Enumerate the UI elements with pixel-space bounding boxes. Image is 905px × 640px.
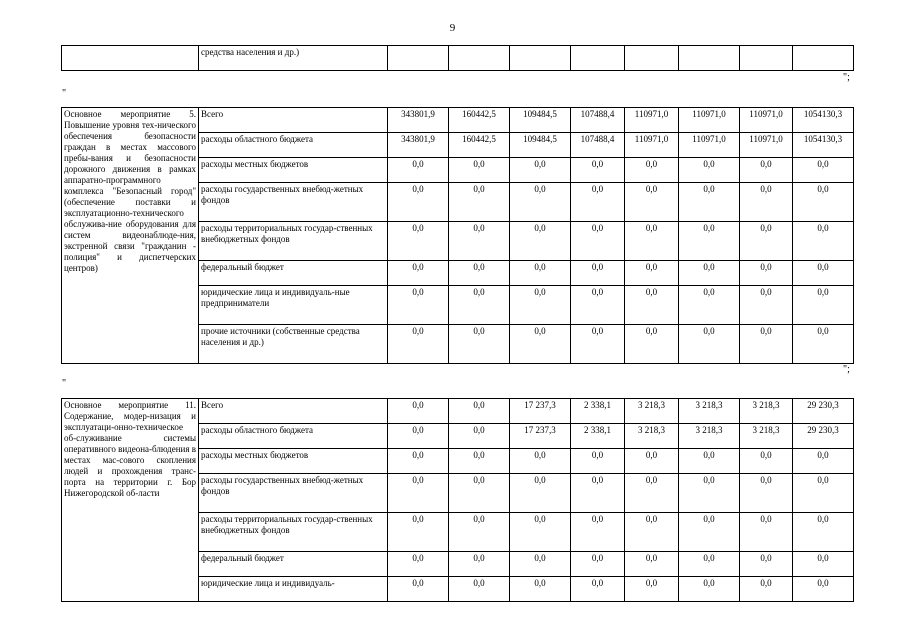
amount-cell: 0,0 — [510, 552, 571, 577]
amount-cell: 0,0 — [449, 183, 510, 222]
amount-cell: 0,0 — [625, 183, 679, 222]
amount-cell: 0,0 — [510, 183, 571, 222]
amount-cell: 0,0 — [740, 325, 793, 364]
amount-cell: 0,0 — [449, 577, 510, 602]
amount-cell: 109484,5 — [510, 133, 571, 158]
amount-cell: 0,0 — [625, 552, 679, 577]
amount-cell: 0,0 — [388, 474, 449, 513]
funding-source-label: юридические лица и индивидуаль- — [199, 577, 388, 602]
amount-cell: 0,0 — [449, 222, 510, 261]
funding-source-label: расходы территориальных государ-ственных внебюджетных фондов — [199, 513, 388, 552]
amount-cell: 0,0 — [679, 474, 740, 513]
amount-cell: 2 338,1 — [571, 399, 625, 424]
amount-cell: 110971,0 — [679, 108, 740, 133]
amount-cell: 0,0 — [793, 222, 854, 261]
amount-cell: 0,0 — [571, 222, 625, 261]
top-row-label: средства населения и др.) — [199, 46, 388, 71]
funding-source-label: юридические лица и индивидуаль-ные предприниматели — [199, 286, 388, 325]
amount-cell: 0,0 — [793, 552, 854, 577]
amount-cell: 109484,5 — [510, 108, 571, 133]
amount-cell: 0,0 — [388, 577, 449, 602]
amount-cell: 0,0 — [625, 158, 679, 183]
amount-cell: 0,0 — [388, 325, 449, 364]
amount-cell: 110971,0 — [625, 133, 679, 158]
amount-cell: 110971,0 — [740, 108, 793, 133]
amount-cell: 0,0 — [449, 261, 510, 286]
amount-cell: 0,0 — [510, 577, 571, 602]
amount-cell: 3 218,3 — [679, 424, 740, 449]
amount-cell: 0,0 — [571, 449, 625, 474]
amount-cell: 0,0 — [388, 286, 449, 325]
section-2-open-mark: " — [62, 378, 67, 389]
table-row — [62, 108, 854, 133]
funding-source-label: Всего — [199, 399, 388, 424]
amount-cell: 0,0 — [571, 183, 625, 222]
amount-cell: 0,0 — [388, 261, 449, 286]
funding-source-label: Всего — [199, 108, 388, 133]
amount-cell: 0,0 — [388, 424, 449, 449]
amount-cell: 0,0 — [679, 222, 740, 261]
amount-cell: 3 218,3 — [625, 399, 679, 424]
amount-cell: 0,0 — [388, 399, 449, 424]
funding-source-label: расходы местных бюджетов — [199, 158, 388, 183]
amount-cell: 0,0 — [679, 325, 740, 364]
amount-cell: 3 218,3 — [740, 424, 793, 449]
amount-cell: 0,0 — [510, 474, 571, 513]
amount-cell: 0,0 — [571, 325, 625, 364]
funding-source-label: расходы областного бюджета — [199, 133, 388, 158]
amount-cell: 0,0 — [740, 222, 793, 261]
amount-cell: 0,0 — [740, 183, 793, 222]
amount-cell: 17 237,3 — [510, 424, 571, 449]
amount-cell: 0,0 — [679, 286, 740, 325]
amount-cell: 110971,0 — [625, 108, 679, 133]
amount-cell: 0,0 — [740, 577, 793, 602]
funding-source-label: федеральный бюджет — [199, 552, 388, 577]
event-description: Основное мероприятие 5. Повышение уровня тех-нического обеспечения безопасности граждан в местах массового пребы-вания и безопасности дорожного движения в рамках аппаратно-программного комплекса "Безопасный город" (обеспечение поставки и эксплуатационно-технического обслужива-ние оборудования для систем видеонаблюде-ния, экстренной связи "гражданин - полиция" и диспетчерских центров) — [62, 108, 199, 364]
funding-source-label: федеральный бюджет — [199, 261, 388, 286]
amount-cell: 0,0 — [449, 449, 510, 474]
amount-cell: 0,0 — [625, 261, 679, 286]
amount-cell: 0,0 — [510, 513, 571, 552]
amount-cell: 0,0 — [740, 158, 793, 183]
amount-cell: 0,0 — [571, 286, 625, 325]
amount-cell: 0,0 — [740, 474, 793, 513]
amount-cell: 0,0 — [679, 183, 740, 222]
amount-cell: 0,0 — [625, 325, 679, 364]
amount-cell: 0,0 — [793, 577, 854, 602]
amount-cell: 0,0 — [449, 513, 510, 552]
amount-cell: 0,0 — [793, 183, 854, 222]
event-11-table — [61, 398, 854, 602]
funding-source-label: расходы территориальных государ-ственных внебюджетных фондов — [199, 222, 388, 261]
amount-cell: 343801,9 — [388, 133, 449, 158]
amount-cell: 0,0 — [449, 286, 510, 325]
amount-cell: 3 218,3 — [625, 424, 679, 449]
amount-cell: 0,0 — [679, 513, 740, 552]
funding-source-label: прочие источники (собственные средства населения и др.) — [199, 325, 388, 364]
amount-cell: 17 237,3 — [510, 399, 571, 424]
amount-cell: 0,0 — [388, 449, 449, 474]
amount-cell: 0,0 — [388, 158, 449, 183]
amount-cell: 0,0 — [571, 261, 625, 286]
event-5-table — [61, 107, 854, 364]
amount-cell: 0,0 — [449, 325, 510, 364]
funding-source-label: расходы местных бюджетов — [199, 449, 388, 474]
amount-cell: 0,0 — [793, 158, 854, 183]
amount-cell: 0,0 — [679, 577, 740, 602]
top-desc-cell — [62, 46, 199, 71]
amount-cell: 1054130,3 — [793, 108, 854, 133]
amount-cell: 0,0 — [740, 513, 793, 552]
amount-cell: 0,0 — [625, 474, 679, 513]
amount-cell: 1054130,3 — [793, 133, 854, 158]
amount-cell: 0,0 — [625, 286, 679, 325]
top-partial-table — [61, 45, 854, 71]
amount-cell: 29 230,3 — [793, 424, 854, 449]
amount-cell: 0,0 — [793, 474, 854, 513]
amount-cell: 2 338,1 — [571, 424, 625, 449]
amount-cell: 0,0 — [740, 552, 793, 577]
amount-cell: 0,0 — [449, 474, 510, 513]
amount-cell: 0,0 — [740, 449, 793, 474]
amount-cell: 0,0 — [625, 577, 679, 602]
amount-cell: 0,0 — [510, 222, 571, 261]
amount-cell: 0,0 — [679, 552, 740, 577]
amount-cell: 0,0 — [740, 261, 793, 286]
funding-source-label: расходы областного бюджета — [199, 424, 388, 449]
amount-cell: 160442,5 — [449, 108, 510, 133]
event-description: Основное мероприятие 11. Содержание, модер-низация и эксплуатаци-онно-техническое об-служивание системы оперативного видеона-блюдения в местах мас-сового скопления людей и прохождения транс-порта на территории г. Бор Нижегородской об-ласти — [62, 399, 199, 602]
amount-cell: 0,0 — [793, 449, 854, 474]
amount-cell: 110971,0 — [740, 133, 793, 158]
amount-cell: 0,0 — [510, 158, 571, 183]
top-end-mark: "; — [843, 72, 850, 83]
amount-cell: 107488,4 — [571, 108, 625, 133]
amount-cell: 0,0 — [679, 158, 740, 183]
amount-cell: 0,0 — [449, 424, 510, 449]
amount-cell: 0,0 — [679, 449, 740, 474]
amount-cell: 3 218,3 — [679, 399, 740, 424]
amount-cell: 0,0 — [793, 513, 854, 552]
amount-cell: 0,0 — [388, 183, 449, 222]
amount-cell: 0,0 — [449, 552, 510, 577]
funding-source-label: расходы государственных внебюд-жетных фондов — [199, 474, 388, 513]
amount-cell: 110971,0 — [679, 133, 740, 158]
amount-cell: 0,0 — [625, 513, 679, 552]
amount-cell: 0,0 — [793, 325, 854, 364]
amount-cell: 0,0 — [571, 474, 625, 513]
amount-cell: 0,0 — [571, 577, 625, 602]
section-1-open-mark: " — [62, 88, 67, 99]
amount-cell: 0,0 — [625, 222, 679, 261]
amount-cell: 0,0 — [510, 286, 571, 325]
amount-cell: 0,0 — [793, 261, 854, 286]
amount-cell: 0,0 — [449, 399, 510, 424]
amount-cell: 0,0 — [571, 552, 625, 577]
amount-cell: 0,0 — [571, 513, 625, 552]
amount-cell: 0,0 — [388, 552, 449, 577]
section-1-end-mark: "; — [843, 364, 850, 375]
amount-cell: 29 230,3 — [793, 399, 854, 424]
amount-cell: 0,0 — [625, 449, 679, 474]
amount-cell: 3 218,3 — [740, 399, 793, 424]
amount-cell: 0,0 — [510, 449, 571, 474]
amount-cell: 0,0 — [449, 158, 510, 183]
amount-cell: 0,0 — [793, 286, 854, 325]
amount-cell: 0,0 — [510, 325, 571, 364]
amount-cell: 0,0 — [571, 158, 625, 183]
amount-cell: 107488,4 — [571, 133, 625, 158]
amount-cell: 160442,5 — [449, 133, 510, 158]
funding-source-label: расходы государственных внебюд-жетных фондов — [199, 183, 388, 222]
page-number: 9 — [449, 22, 456, 34]
amount-cell: 0,0 — [388, 513, 449, 552]
amount-cell: 0,0 — [679, 261, 740, 286]
table-row — [62, 399, 854, 424]
amount-cell: 0,0 — [388, 222, 449, 261]
amount-cell: 343801,9 — [388, 108, 449, 133]
amount-cell: 0,0 — [740, 286, 793, 325]
amount-cell: 0,0 — [510, 261, 571, 286]
